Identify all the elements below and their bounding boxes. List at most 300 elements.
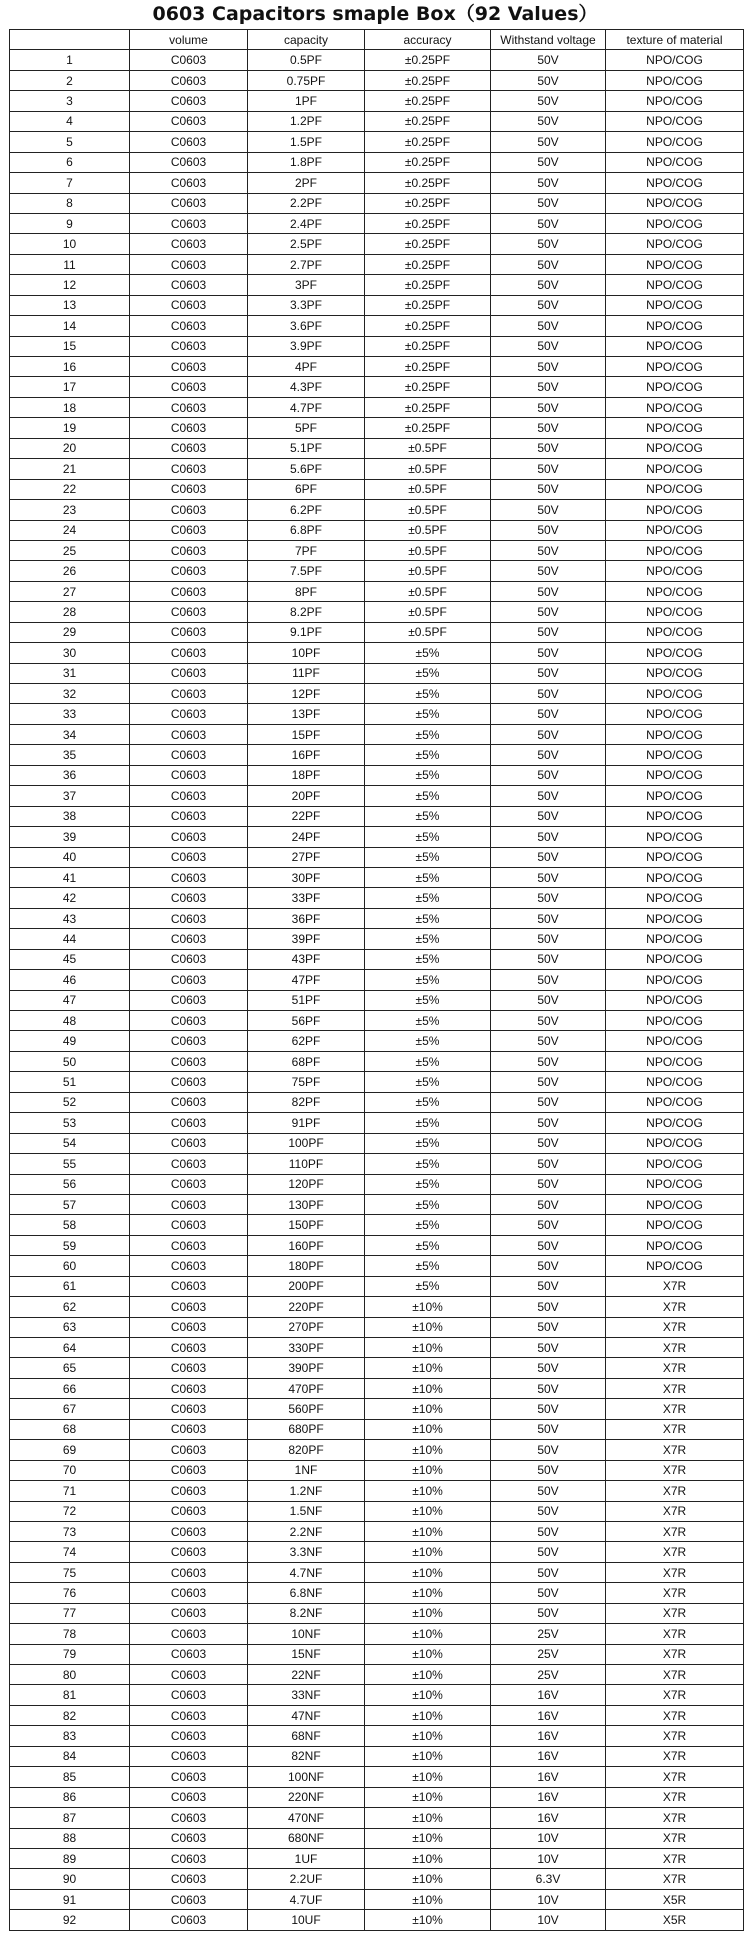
row-index: 38	[10, 806, 130, 826]
row-index: 61	[10, 1276, 130, 1296]
table-row	[10, 336, 744, 356]
accuracy-cell: ±0.5PF	[365, 438, 491, 458]
table-row	[10, 867, 744, 887]
table-row	[10, 1072, 744, 1092]
row-index: 72	[10, 1501, 130, 1521]
voltage-cell: 16V	[491, 1685, 606, 1705]
capacity-cell: 8.2NF	[248, 1603, 365, 1623]
accuracy-cell: ±5%	[365, 1154, 491, 1174]
capacity-cell: 30PF	[248, 867, 365, 887]
volume-cell: C0603	[130, 704, 248, 724]
capacity-cell: 6.2PF	[248, 500, 365, 520]
accuracy-cell: ±5%	[365, 643, 491, 663]
row-index: 63	[10, 1317, 130, 1337]
volume-cell: C0603	[130, 397, 248, 417]
material-cell: X7R	[606, 1746, 744, 1766]
voltage-cell: 10V	[491, 1848, 606, 1868]
accuracy-cell: ±5%	[365, 724, 491, 744]
voltage-cell: 50V	[491, 479, 606, 499]
material-cell: X7R	[606, 1419, 744, 1439]
volume-cell: C0603	[130, 1297, 248, 1317]
voltage-cell: 16V	[491, 1808, 606, 1828]
material-cell: NPO/COG	[606, 1133, 744, 1153]
material-cell: NPO/COG	[606, 520, 744, 540]
material-cell: X7R	[606, 1460, 744, 1480]
capacity-cell: 2.2PF	[248, 193, 365, 213]
capacity-cell: 5.6PF	[248, 459, 365, 479]
capacity-cell: 0.5PF	[248, 50, 365, 70]
row-index: 76	[10, 1583, 130, 1603]
capacity-cell: 8.2PF	[248, 602, 365, 622]
material-cell: NPO/COG	[606, 602, 744, 622]
row-index: 17	[10, 377, 130, 397]
material-cell: X7R	[606, 1521, 744, 1541]
material-cell: X7R	[606, 1338, 744, 1358]
accuracy-cell: ±10%	[365, 1808, 491, 1828]
voltage-cell: 50V	[491, 357, 606, 377]
accuracy-cell: ±0.25PF	[365, 336, 491, 356]
accuracy-cell: ±5%	[365, 908, 491, 928]
table-header-row	[10, 30, 744, 50]
material-cell: NPO/COG	[606, 949, 744, 969]
table-row	[10, 1644, 744, 1664]
capacity-cell: 8PF	[248, 581, 365, 601]
capacity-cell: 91PF	[248, 1113, 365, 1133]
material-cell: NPO/COG	[606, 377, 744, 397]
row-index: 40	[10, 847, 130, 867]
voltage-cell: 50V	[491, 888, 606, 908]
accuracy-cell: ±0.25PF	[365, 295, 491, 315]
volume-cell: C0603	[130, 1910, 248, 1930]
capacity-cell: 39PF	[248, 929, 365, 949]
volume-cell: C0603	[130, 316, 248, 336]
accuracy-cell: ±0.5PF	[365, 561, 491, 581]
voltage-cell: 50V	[491, 316, 606, 336]
material-cell: X7R	[606, 1705, 744, 1725]
column-header-index	[10, 30, 130, 50]
volume-cell: C0603	[130, 111, 248, 131]
volume-cell: C0603	[130, 234, 248, 254]
volume-cell: C0603	[130, 479, 248, 499]
row-index: 67	[10, 1399, 130, 1419]
accuracy-cell: ±10%	[365, 1665, 491, 1685]
accuracy-cell: ±5%	[365, 663, 491, 683]
accuracy-cell: ±10%	[365, 1501, 491, 1521]
accuracy-cell: ±0.25PF	[365, 357, 491, 377]
voltage-cell: 25V	[491, 1624, 606, 1644]
volume-cell: C0603	[130, 213, 248, 233]
voltage-cell: 50V	[491, 949, 606, 969]
volume-cell: C0603	[130, 50, 248, 70]
row-index: 45	[10, 949, 130, 969]
voltage-cell: 50V	[491, 213, 606, 233]
row-index: 10	[10, 234, 130, 254]
material-cell: NPO/COG	[606, 213, 744, 233]
column-header-material: texture of material	[606, 30, 744, 50]
capacity-cell: 7PF	[248, 540, 365, 560]
row-index: 52	[10, 1092, 130, 1112]
volume-cell: C0603	[130, 622, 248, 642]
accuracy-cell: ±0.25PF	[365, 152, 491, 172]
table-row	[10, 1194, 744, 1214]
row-index: 35	[10, 745, 130, 765]
voltage-cell: 50V	[491, 275, 606, 295]
accuracy-cell: ±0.25PF	[365, 213, 491, 233]
volume-cell: C0603	[130, 1562, 248, 1582]
material-cell: X7R	[606, 1481, 744, 1501]
volume-cell: C0603	[130, 1194, 248, 1214]
row-index: 47	[10, 990, 130, 1010]
capacity-cell: 1.8PF	[248, 152, 365, 172]
row-index: 26	[10, 561, 130, 581]
table-row	[10, 377, 744, 397]
voltage-cell: 50V	[491, 70, 606, 90]
table-row	[10, 1031, 744, 1051]
accuracy-cell: ±10%	[365, 1460, 491, 1480]
volume-cell: C0603	[130, 1338, 248, 1358]
material-cell: NPO/COG	[606, 1194, 744, 1214]
capacity-cell: 16PF	[248, 745, 365, 765]
capacity-cell: 2.7PF	[248, 254, 365, 274]
volume-cell: C0603	[130, 1031, 248, 1051]
table-row	[10, 254, 744, 274]
capacity-cell: 5.1PF	[248, 438, 365, 458]
table-row	[10, 1501, 744, 1521]
capacity-cell: 470NF	[248, 1808, 365, 1828]
table-row	[10, 1460, 744, 1480]
row-index: 86	[10, 1787, 130, 1807]
accuracy-cell: ±10%	[365, 1562, 491, 1582]
accuracy-cell: ±0.5PF	[365, 622, 491, 642]
capacity-cell: 220PF	[248, 1297, 365, 1317]
voltage-cell: 50V	[491, 1092, 606, 1112]
row-index: 44	[10, 929, 130, 949]
volume-cell: C0603	[130, 1256, 248, 1276]
row-index: 68	[10, 1419, 130, 1439]
row-index: 9	[10, 213, 130, 233]
table-row	[10, 827, 744, 847]
row-index: 16	[10, 357, 130, 377]
accuracy-cell: ±10%	[365, 1624, 491, 1644]
volume-cell: C0603	[130, 561, 248, 581]
accuracy-cell: ±10%	[365, 1378, 491, 1398]
row-index: 74	[10, 1542, 130, 1562]
voltage-cell: 50V	[491, 1154, 606, 1174]
row-index: 7	[10, 173, 130, 193]
table-row	[10, 152, 744, 172]
row-index: 57	[10, 1194, 130, 1214]
volume-cell: C0603	[130, 970, 248, 990]
accuracy-cell: ±0.25PF	[365, 132, 491, 152]
voltage-cell: 50V	[491, 684, 606, 704]
accuracy-cell: ±5%	[365, 847, 491, 867]
volume-cell: C0603	[130, 91, 248, 111]
row-index: 28	[10, 602, 130, 622]
capacity-cell: 12PF	[248, 684, 365, 704]
volume-cell: C0603	[130, 1624, 248, 1644]
table-row	[10, 1419, 744, 1439]
table-row	[10, 1481, 744, 1501]
capacity-cell: 270PF	[248, 1317, 365, 1337]
capacity-cell: 560PF	[248, 1399, 365, 1419]
volume-cell: C0603	[130, 1113, 248, 1133]
material-cell: X7R	[606, 1603, 744, 1623]
capacity-cell: 4.7UF	[248, 1889, 365, 1909]
accuracy-cell: ±0.5PF	[365, 520, 491, 540]
volume-cell: C0603	[130, 1481, 248, 1501]
table-row	[10, 1705, 744, 1725]
material-cell: NPO/COG	[606, 479, 744, 499]
material-cell: X7R	[606, 1399, 744, 1419]
volume-cell: C0603	[130, 1521, 248, 1541]
accuracy-cell: ±10%	[365, 1828, 491, 1848]
table-row	[10, 684, 744, 704]
accuracy-cell: ±0.5PF	[365, 581, 491, 601]
material-cell: X7R	[606, 1848, 744, 1868]
table-row	[10, 929, 744, 949]
material-cell: NPO/COG	[606, 438, 744, 458]
voltage-cell: 50V	[491, 1583, 606, 1603]
material-cell: NPO/COG	[606, 684, 744, 704]
volume-cell: C0603	[130, 377, 248, 397]
row-index: 2	[10, 70, 130, 90]
table-row	[10, 479, 744, 499]
table-row	[10, 663, 744, 683]
accuracy-cell: ±0.25PF	[365, 50, 491, 70]
voltage-cell: 50V	[491, 786, 606, 806]
voltage-cell: 50V	[491, 622, 606, 642]
row-index: 39	[10, 827, 130, 847]
material-cell: NPO/COG	[606, 745, 744, 765]
volume-cell: C0603	[130, 990, 248, 1010]
table-row	[10, 1624, 744, 1644]
capacity-cell: 2.5PF	[248, 234, 365, 254]
table-row	[10, 295, 744, 315]
row-index: 11	[10, 254, 130, 274]
voltage-cell: 50V	[491, 132, 606, 152]
material-cell: NPO/COG	[606, 765, 744, 785]
capacity-cell: 100NF	[248, 1767, 365, 1787]
material-cell: X7R	[606, 1542, 744, 1562]
voltage-cell: 50V	[491, 1011, 606, 1031]
voltage-cell: 50V	[491, 1521, 606, 1541]
capacity-cell: 220NF	[248, 1787, 365, 1807]
voltage-cell: 50V	[491, 295, 606, 315]
capacity-cell: 82PF	[248, 1092, 365, 1112]
voltage-cell: 50V	[491, 1481, 606, 1501]
row-index: 79	[10, 1644, 130, 1664]
voltage-cell: 50V	[491, 1113, 606, 1133]
material-cell: NPO/COG	[606, 132, 744, 152]
accuracy-cell: ±5%	[365, 888, 491, 908]
material-cell: NPO/COG	[606, 540, 744, 560]
row-index: 64	[10, 1338, 130, 1358]
accuracy-cell: ±5%	[365, 765, 491, 785]
volume-cell: C0603	[130, 1501, 248, 1521]
volume-cell: C0603	[130, 1603, 248, 1623]
row-index: 15	[10, 336, 130, 356]
voltage-cell: 16V	[491, 1726, 606, 1746]
capacity-cell: 15PF	[248, 724, 365, 744]
voltage-cell: 50V	[491, 745, 606, 765]
material-cell: NPO/COG	[606, 193, 744, 213]
volume-cell: C0603	[130, 193, 248, 213]
capacity-cell: 27PF	[248, 847, 365, 867]
table-row	[10, 1808, 744, 1828]
voltage-cell: 50V	[491, 1256, 606, 1276]
accuracy-cell: ±5%	[365, 970, 491, 990]
row-index: 85	[10, 1767, 130, 1787]
volume-cell: C0603	[130, 438, 248, 458]
table-row	[10, 50, 744, 70]
accuracy-cell: ±0.25PF	[365, 275, 491, 295]
volume-cell: C0603	[130, 1419, 248, 1439]
voltage-cell: 50V	[491, 459, 606, 479]
voltage-cell: 50V	[491, 806, 606, 826]
accuracy-cell: ±0.25PF	[365, 111, 491, 131]
accuracy-cell: ±5%	[365, 1174, 491, 1194]
row-index: 20	[10, 438, 130, 458]
capacity-cell: 56PF	[248, 1011, 365, 1031]
accuracy-cell: ±0.5PF	[365, 500, 491, 520]
accuracy-cell: ±5%	[365, 1133, 491, 1153]
voltage-cell: 16V	[491, 1767, 606, 1787]
accuracy-cell: ±0.5PF	[365, 479, 491, 499]
volume-cell: C0603	[130, 1787, 248, 1807]
volume-cell: C0603	[130, 1154, 248, 1174]
row-index: 71	[10, 1481, 130, 1501]
accuracy-cell: ±10%	[365, 1481, 491, 1501]
volume-cell: C0603	[130, 663, 248, 683]
material-cell: X7R	[606, 1787, 744, 1807]
capacity-cell: 6.8NF	[248, 1583, 365, 1603]
table-row	[10, 745, 744, 765]
row-index: 90	[10, 1869, 130, 1889]
capacity-cell: 3.9PF	[248, 336, 365, 356]
voltage-cell: 50V	[491, 724, 606, 744]
volume-cell: C0603	[130, 1665, 248, 1685]
capacity-cell: 10UF	[248, 1910, 365, 1930]
voltage-cell: 50V	[491, 867, 606, 887]
table-row	[10, 1562, 744, 1582]
material-cell: X7R	[606, 1317, 744, 1337]
accuracy-cell: ±5%	[365, 1092, 491, 1112]
material-cell: NPO/COG	[606, 1174, 744, 1194]
capacity-cell: 3.3PF	[248, 295, 365, 315]
material-cell: X7R	[606, 1685, 744, 1705]
table-row	[10, 643, 744, 663]
accuracy-cell: ±5%	[365, 704, 491, 724]
accuracy-cell: ±0.5PF	[365, 540, 491, 560]
material-cell: NPO/COG	[606, 397, 744, 417]
row-index: 4	[10, 111, 130, 131]
row-index: 46	[10, 970, 130, 990]
row-index: 22	[10, 479, 130, 499]
row-index: 37	[10, 786, 130, 806]
material-cell: NPO/COG	[606, 357, 744, 377]
capacity-cell: 9.1PF	[248, 622, 365, 642]
volume-cell: C0603	[130, 908, 248, 928]
accuracy-cell: ±5%	[365, 990, 491, 1010]
voltage-cell: 50V	[491, 173, 606, 193]
volume-cell: C0603	[130, 867, 248, 887]
capacity-cell: 150PF	[248, 1215, 365, 1235]
table-row	[10, 1869, 744, 1889]
capacity-cell: 4PF	[248, 357, 365, 377]
voltage-cell: 50V	[491, 1276, 606, 1296]
material-cell: X7R	[606, 1644, 744, 1664]
accuracy-cell: ±0.25PF	[365, 193, 491, 213]
volume-cell: C0603	[130, 459, 248, 479]
volume-cell: C0603	[130, 1317, 248, 1337]
material-cell: NPO/COG	[606, 990, 744, 1010]
row-index: 89	[10, 1848, 130, 1868]
volume-cell: C0603	[130, 295, 248, 315]
row-index: 14	[10, 316, 130, 336]
capacity-cell: 4.7NF	[248, 1562, 365, 1582]
capacity-cell: 82NF	[248, 1746, 365, 1766]
voltage-cell: 50V	[491, 990, 606, 1010]
material-cell: X5R	[606, 1910, 744, 1930]
material-cell: X7R	[606, 1869, 744, 1889]
row-index: 55	[10, 1154, 130, 1174]
table-row	[10, 1787, 744, 1807]
capacity-cell: 3.6PF	[248, 316, 365, 336]
table-row	[10, 1603, 744, 1623]
table-row	[10, 581, 744, 601]
voltage-cell: 50V	[491, 908, 606, 928]
material-cell: NPO/COG	[606, 847, 744, 867]
material-cell: X5R	[606, 1889, 744, 1909]
table-row	[10, 1665, 744, 1685]
accuracy-cell: ±0.25PF	[365, 418, 491, 438]
accuracy-cell: ±10%	[365, 1767, 491, 1787]
voltage-cell: 50V	[491, 1460, 606, 1480]
voltage-cell: 50V	[491, 1031, 606, 1051]
table-row	[10, 1113, 744, 1133]
capacity-cell: 33NF	[248, 1685, 365, 1705]
material-cell: NPO/COG	[606, 152, 744, 172]
capacity-cell: 1UF	[248, 1848, 365, 1868]
row-index: 27	[10, 581, 130, 601]
table-row	[10, 1542, 744, 1562]
table-row	[10, 91, 744, 111]
accuracy-cell: ±5%	[365, 949, 491, 969]
capacity-cell: 2.2UF	[248, 1869, 365, 1889]
voltage-cell: 50V	[491, 438, 606, 458]
voltage-cell: 50V	[491, 1378, 606, 1398]
row-index: 43	[10, 908, 130, 928]
table-row	[10, 724, 744, 744]
voltage-cell: 50V	[491, 1317, 606, 1337]
voltage-cell: 50V	[491, 1051, 606, 1071]
row-index: 53	[10, 1113, 130, 1133]
material-cell: NPO/COG	[606, 1051, 744, 1071]
volume-cell: C0603	[130, 520, 248, 540]
table-row	[10, 357, 744, 377]
volume-cell: C0603	[130, 1685, 248, 1705]
table-row	[10, 765, 744, 785]
row-index: 1	[10, 50, 130, 70]
table-row	[10, 1051, 744, 1071]
capacity-cell: 15NF	[248, 1644, 365, 1664]
column-header-capacity: capacity	[248, 30, 365, 50]
capacity-cell: 22NF	[248, 1665, 365, 1685]
table-row	[10, 540, 744, 560]
capacity-cell: 820PF	[248, 1440, 365, 1460]
capacity-cell: 2.4PF	[248, 213, 365, 233]
table-body	[10, 50, 744, 1930]
